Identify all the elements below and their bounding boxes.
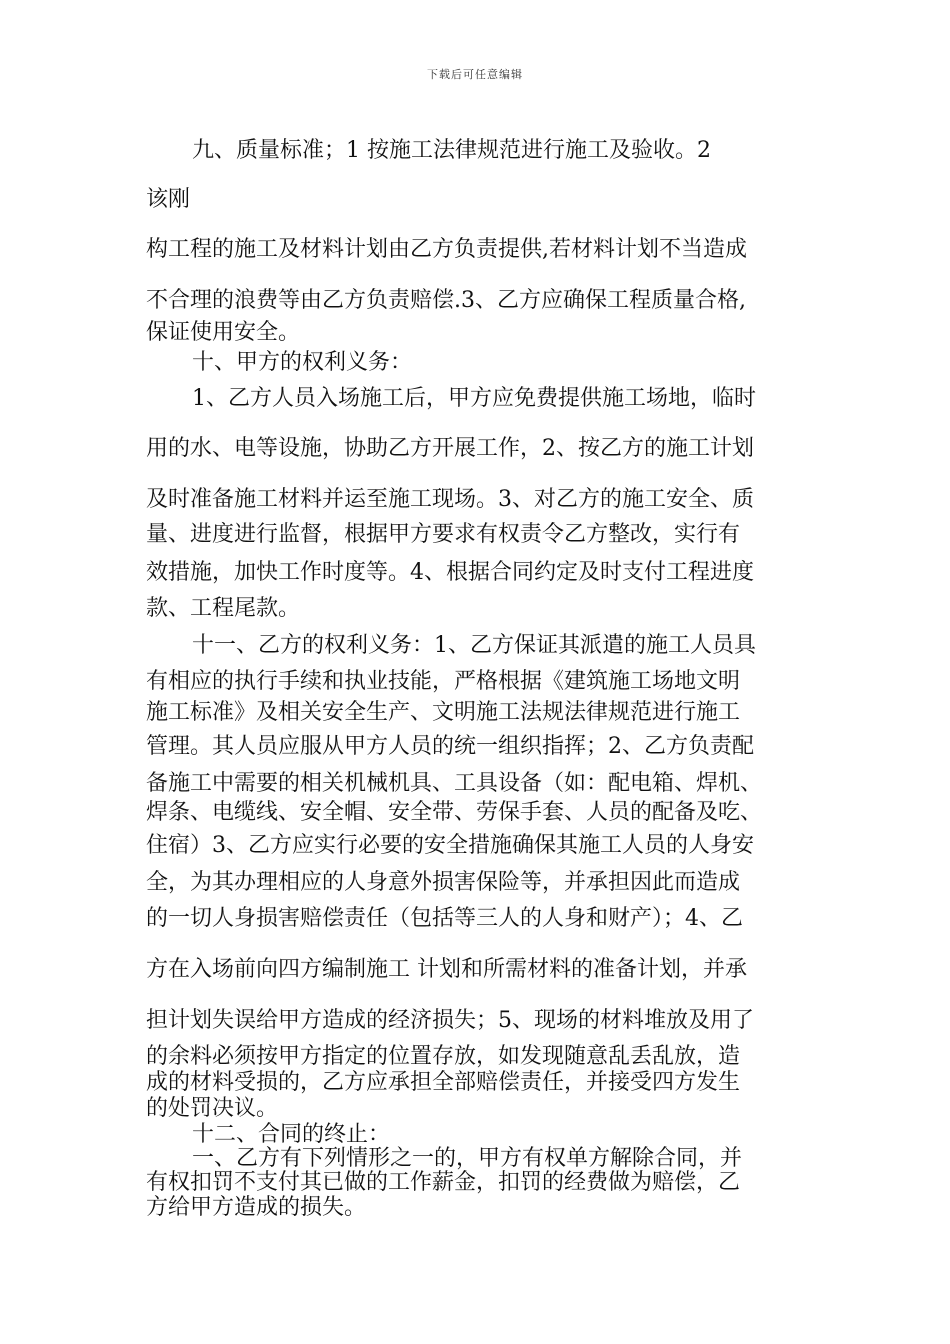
text-line: 管理。其人员应服从甲方人员的统一组织指挥；2、乙方负责配 [146, 734, 754, 759]
text-line: 备施工中需要的相关机械机具、工具设备（如：配电箱、焊机、 [146, 771, 763, 796]
text-line: 焊条、电缆线、安全帽、安全带、劳保手套、人员的配备及吃、 [146, 800, 763, 825]
text-line: 担计划失误给甲方造成的经济损失；5、现场的材料堆放及用了 [146, 1008, 754, 1033]
section-heading: 十一、乙方的权利义务：1、乙方保证其派遣的施工人员具 [192, 633, 756, 658]
text-line: 效措施，加快工作时度等。4、根据合同约定及时支付工程进度 [146, 560, 754, 585]
text-line: 款、工程尾款。 [146, 596, 301, 621]
text-line: 该刚 [146, 187, 191, 212]
text-line: 用的水、电等设施，协助乙方开展工作，2、按乙方的施工计划 [146, 436, 754, 461]
text-line: 的余料必须按甲方指定的位置存放，如发现随意乱丢乱放，造 [146, 1044, 741, 1069]
text-line: 量、进度进行监督，根据甲方要求有权责令乙方整改，实行有 [146, 522, 741, 547]
text-line: 住宿）3、乙方应实行必要的安全措施确保其施工人员的人身安 [146, 833, 754, 858]
header-note: 下载后可任意编辑 [427, 68, 523, 81]
text-line: 方给甲方造成的损失。 [146, 1195, 367, 1220]
text-line: 的处罚决议。 [146, 1096, 279, 1121]
text-line: 一、乙方有下列情形之一的，甲方有权单方解除合同，并 [192, 1146, 743, 1171]
text-line: 构工程的施工及材料计划由乙方负责提供,若材料计划不当造成 [146, 237, 747, 262]
text-line: 保证使用安全。 [146, 320, 301, 345]
text-line: 施工标准》及相关安全生产、文明施工法规法律规范进行施工 [146, 700, 741, 725]
text-line: 全，为其办理相应的人身意外损害保险等，并承担因此而造成 [146, 870, 741, 895]
text-line: 1、乙方人员入场施工后，甲方应免费提供施工场地，临时 [192, 386, 756, 411]
text-line: 不合理的浪费等由乙方负责赔偿.3、乙方应确保工程质量合格, [146, 288, 746, 313]
text-line: 方在入场前向四方编制施工 计划和所需材料的准备计划，并承 [146, 957, 747, 982]
text-line: 九、质量标准；1 按施工法律规范进行施工及验收。2 [192, 138, 711, 163]
section-heading: 十、甲方的权利义务： [192, 350, 413, 375]
text-line: 及时准备施工材料并运至施工现场。3、对乙方的施工安全、质 [146, 487, 754, 512]
text-line: 有相应的执行手续和执业技能，严格根据《建筑施工场地文明 [146, 669, 741, 694]
text-line: 有权扣罚不支付其已做的工作薪金，扣罚的经费做为赔偿，乙 [146, 1170, 741, 1195]
section-heading: 十二、合同的终止： [192, 1122, 391, 1147]
text-line: 成的材料受损的，乙方应承担全部赔偿责任，并接受四方发生 [146, 1070, 741, 1095]
text-line: 的一切人身损害赔偿责任（包括等三人的人身和财产）；4、乙 [146, 906, 743, 931]
